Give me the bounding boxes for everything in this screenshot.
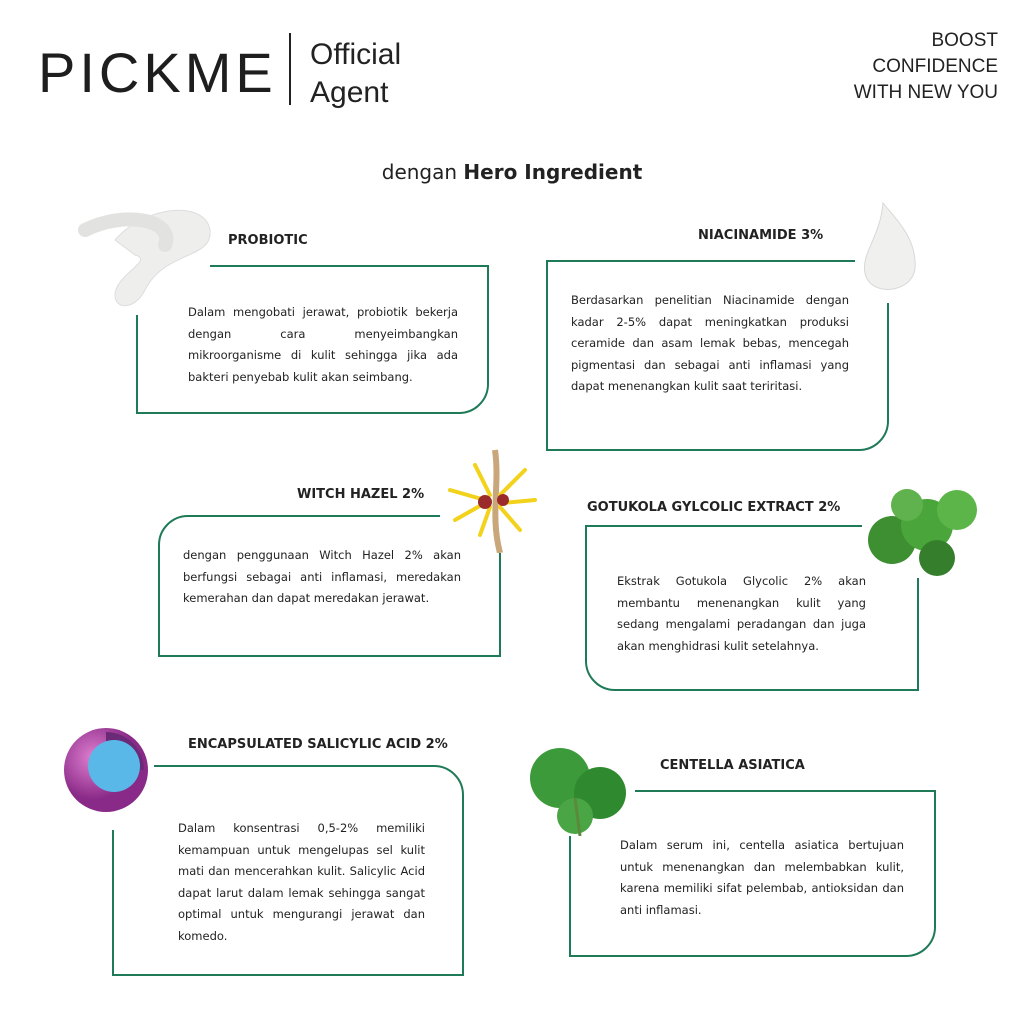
official-text: Official [310, 38, 402, 71]
logo-divider [289, 33, 291, 105]
official-agent-label [310, 36, 401, 112]
witch-hazel-flower-icon [440, 445, 540, 553]
ingredient-description: dengan penggunaan Witch Hazel 2% akan berfungsi sebagai anti inflamasi, meredakan kemerahan dan dapat meredakan jerawat. [183, 548, 461, 605]
heading-bold: Hero Ingredient [463, 160, 643, 184]
serum-drop-icon [855, 198, 925, 303]
agent-text: Agent [310, 76, 389, 109]
ingredient-description: Berdasarkan penelitian Niacinamide dengan kadar 2-5% dapat meningkatkan produksi ceramide dan asam lemak bebas, mencegah pigmentasi dan sebagai anti inflamasi yang dapat menenangkan kulit saat teriritasi. [571, 293, 849, 393]
ingredient-description: Dalam konsentrasi 0,5-2% memiliki kemampuan untuk mengelupas sel kulit mati dan mencerahkan kulit. Salicylic Acid dapat larut dalam lemak sehingga sangat optimal untuk mengurangi jerawat dan komedo. [178, 821, 425, 943]
encapsulated-sphere-icon [62, 712, 154, 830]
section-heading [0, 160, 1024, 184]
ingredient-description: Ekstrak Gotukola Glycolic 2% akan membantu menenangkan kulit yang sedang mengalami peradangan dan juga akan menghidrasi kulit setelahnya. [617, 574, 866, 653]
ingredient-title: NIACINAMIDE 3% [698, 228, 824, 243]
tagline-line: WITH NEW YOU [853, 82, 998, 103]
ingredient-title: ENCAPSULATED SALICYLIC ACID 2% [188, 737, 448, 752]
tagline-line: BOOST [931, 30, 998, 51]
ingredient-title: PROBIOTIC [228, 233, 308, 248]
cream-swatch-icon [75, 200, 215, 315]
tagline [854, 28, 998, 106]
tagline-line: CONFIDENCE [872, 56, 998, 77]
centella-leaf-icon [520, 738, 635, 836]
brand-logo: PICKME [38, 41, 277, 104]
ingredient-title: CENTELLA ASIATICA [660, 758, 805, 773]
ingredient-title: GOTUKOLA GYLCOLIC EXTRACT 2% [587, 500, 841, 515]
ingredient-description: Dalam mengobati jerawat, probiotik bekerja dengan cara menyeimbangkan mikroorganisme di kulit sehingga jika ada bakteri penyebab kulit akan seimbang. [188, 305, 458, 384]
heading-prefix: dengan [381, 160, 464, 184]
ingredient-title: WITCH HAZEL 2% [297, 487, 425, 502]
ingredient-description: Dalam serum ini, centella asiatica bertujuan untuk menenangkan dan melembabkan kulit, karena memiliki sifat pelembab, antioksidan dan anti inflamasi. [620, 838, 904, 917]
gotukola-leaf-icon [862, 480, 980, 578]
